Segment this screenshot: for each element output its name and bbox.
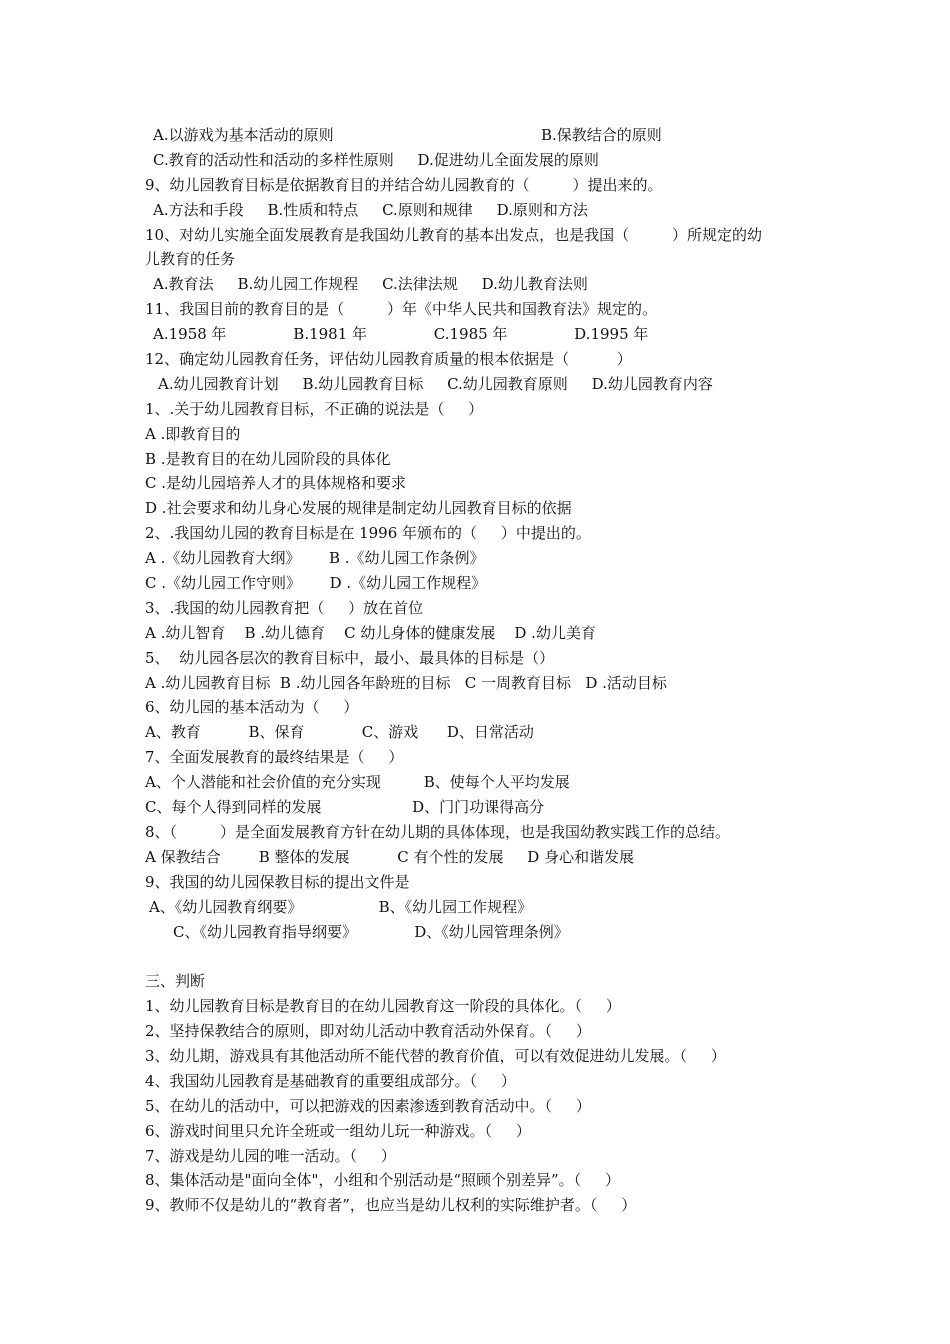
- question-line: [145, 123, 825, 148]
- question-line: [145, 148, 825, 173]
- question-line: [145, 546, 825, 571]
- question-line: [145, 770, 825, 795]
- question-line: [145, 471, 825, 496]
- judgement-item: 3、幼儿期，游戏具有其他活动所不能代替的教育价值，可以有效促进幼儿发展。（ ）: [145, 1046, 726, 1065]
- question-line: [145, 895, 825, 920]
- question-line: [145, 870, 825, 895]
- question-text: 12、确定幼儿园教育任务，评估幼儿园教育质量的根本依据是（ ）: [145, 350, 632, 369]
- question-text: A.以游戏为基本活动的原则: [153, 126, 334, 144]
- question-text: A 保教结合 B 整体的发展 C 有个性的发展 D 身心和谐发展: [145, 847, 635, 866]
- judgement-item: 8、集体活动是"面向全体"，小组和个别活动是“照顾个别差异”。（ ）: [145, 1171, 621, 1190]
- section-title: 三、判断: [145, 972, 206, 991]
- question-text: A .即教育目的: [145, 424, 241, 443]
- question-text: A.1958 年 B.1981 年 C.1985 年 D.1995 年: [153, 325, 649, 344]
- judgement-item: 4、我国幼儿园教育是基础教育的重要组成部分。（ ）: [145, 1071, 516, 1090]
- document-content: [145, 123, 825, 1218]
- question-line: [145, 920, 825, 945]
- question-text: 5、 幼儿园各层次的教育目标中，最小、最具体的目标是（）: [145, 648, 555, 667]
- question-text: 9、幼儿园教育目标是依据教育目的并结合幼儿园教育的（ ）提出来的。: [145, 175, 663, 194]
- question-text: A、《幼儿园教育纲要》 B、《幼儿园工作规程》: [149, 897, 533, 916]
- question-text: A .幼儿园教育目标 B .幼儿园各年龄班的目标 C 一周教育目标 D .活动目标: [145, 673, 667, 692]
- judgement-item: 6、游戏时间里只允许全班或一组幼儿玩一种游戏。（ ）: [145, 1121, 531, 1140]
- question-line: [145, 521, 825, 546]
- judgement-list: [145, 994, 825, 1218]
- question-text: A .《幼儿园教育大纲》 B .《幼儿园工作条例》: [145, 549, 485, 568]
- judgement-item: 1、幼儿园教育目标是教育目的在幼儿园教育这一阶段的具体化。（ ）: [145, 997, 621, 1016]
- question-line: [145, 372, 825, 397]
- question-line: [145, 720, 825, 745]
- question-line: [145, 322, 825, 347]
- question-line: [145, 621, 825, 646]
- option-text: B.保教结合的原则: [541, 126, 662, 144]
- question-line: [145, 447, 825, 472]
- question-text: 1、.关于幼儿园教育目标，不正确的说法是（ ）: [145, 399, 484, 418]
- question-text: A.方法和手段 B.性质和特点 C.原则和规律 D.原则和方法: [153, 200, 588, 219]
- question-text: A.教育法 B.幼儿园工作规程 C.法律法规 D.幼儿教育法则: [153, 275, 588, 294]
- question-text: C、每个人得到同样的发展 D、门门功课得高分: [145, 798, 545, 817]
- question-line: [145, 173, 825, 198]
- question-line: [145, 745, 825, 770]
- question-line: [145, 422, 825, 447]
- question-line: [145, 297, 825, 322]
- question-text: 8、（ ）是全面发展教育方针在幼儿期的具体体现，也是我国幼教实践工作的总结。: [145, 822, 730, 841]
- question-line: [145, 646, 825, 671]
- question-line: [145, 795, 825, 820]
- question-line: [145, 671, 825, 696]
- question-text: 7、全面发展教育的最终结果是（ ）: [145, 748, 404, 767]
- question-text: C .《幼儿园工作守则》 D .《幼儿园工作规程》: [145, 574, 487, 593]
- question-text: D .社会要求和幼儿身心发展的规律是制定幼儿园教育目标的依据: [145, 499, 572, 518]
- question-text: A、教育 B、保育 C、游戏 D、日常活动: [145, 723, 534, 742]
- question-list: [145, 123, 825, 944]
- question-text: C、《幼儿园教育指导纲要》 D、《幼儿园管理条例》: [173, 922, 569, 941]
- question-text: 3、.我国的幼儿园教育把（ ）放在首位: [145, 598, 424, 617]
- question-line: [145, 845, 825, 870]
- question-text: 2、.我国幼儿园的教育目标是在 1996 年颁布的（ ）中提出的。: [145, 524, 591, 543]
- question-text: C.教育的活动性和活动的多样性原则 D.促进幼儿全面发展的原则: [153, 150, 599, 169]
- question-line: [145, 571, 825, 596]
- judgement-item: 5、在幼儿的活动中，可以把游戏的因素渗透到教育活动中。（ ）: [145, 1096, 591, 1115]
- question-text: B .是教育目的在幼儿园阶段的具体化: [145, 449, 391, 468]
- judgement-item: 7、游戏是幼儿园的唯一活动。（ ）: [145, 1146, 396, 1165]
- question-text: 6、幼儿园的基本活动为（ ）: [145, 698, 359, 717]
- judgement-item: 2、坚持保教结合的原则，即对幼儿活动中教育活动外保育。（ ）: [145, 1022, 591, 1041]
- question-line: [145, 496, 825, 521]
- question-line: [145, 198, 825, 223]
- question-text: 儿教育的任务: [145, 250, 236, 269]
- question-line: [145, 397, 825, 422]
- question-text: A.幼儿园教育计划 B.幼儿园教育目标 C.幼儿园教育原则 D.幼儿园教育内容: [158, 374, 713, 393]
- judgement-item: 9、教师不仅是幼儿的“教育者”，也应当是幼儿权利的实际维护者。（ ）: [145, 1196, 637, 1215]
- question-text: A .幼儿智育 B .幼儿德育 C 幼儿身体的健康发展 D .幼儿美育: [145, 623, 596, 642]
- question-text: 10、对幼儿实施全面发展教育是我国幼儿教育的基本出发点，也是我国（ ）所规定的幼: [145, 225, 763, 244]
- question-line: [145, 272, 825, 297]
- question-line: [145, 347, 825, 372]
- question-line: [145, 596, 825, 621]
- section-gap: [145, 944, 825, 969]
- question-text: 11、我国目前的教育目的是（ ）年《中华人民共和国教育法》规定的。: [145, 300, 658, 319]
- question-text: 9、我国的幼儿园保教目标的提出文件是: [145, 872, 410, 891]
- question-line: [145, 247, 825, 272]
- question-line: [145, 695, 825, 720]
- question-line: [145, 820, 825, 845]
- question-text: C .是幼儿园培养人才的具体规格和要求: [145, 474, 407, 493]
- question-text: A、个人潜能和社会价值的充分实现 B、使每个人平均发展: [145, 773, 570, 792]
- question-line: [145, 223, 825, 248]
